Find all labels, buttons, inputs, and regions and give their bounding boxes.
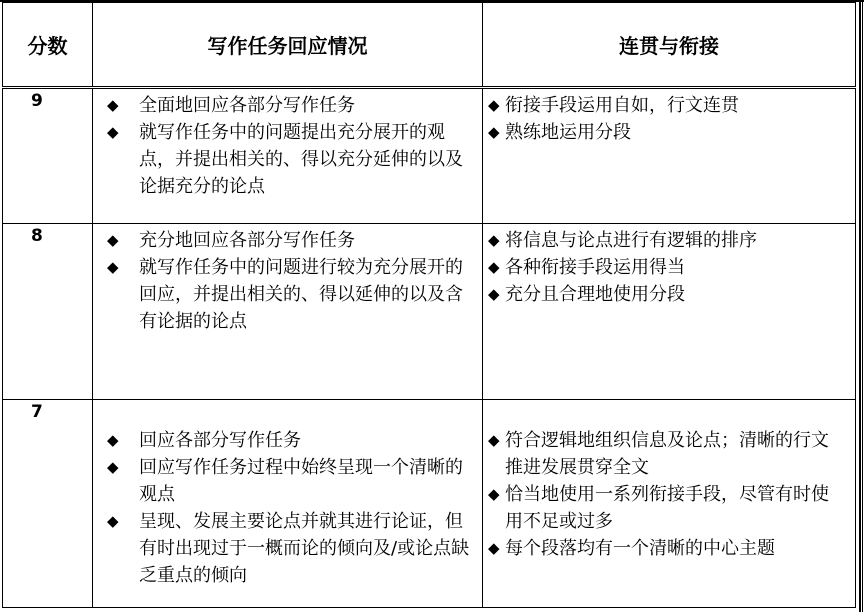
diamond-bullet-icon: ◆ xyxy=(488,285,500,303)
task-response-cell xyxy=(93,400,483,608)
criterion-text: 每个段落均有一个清晰的中心主题 xyxy=(505,538,775,559)
coherence-cell xyxy=(483,400,856,608)
band-score: 8 xyxy=(3,224,93,400)
diamond-bullet-icon: ◆ xyxy=(107,512,119,530)
criterion-text: 将信息与论点进行有逻辑的排序 xyxy=(505,230,757,251)
criterion-text: 衔接手段运用自如，行文连贯 xyxy=(505,95,739,116)
header-task-response: 写作任务回应情况 xyxy=(93,3,483,88)
band-score: 9 xyxy=(3,88,93,224)
criterion-item xyxy=(107,454,474,508)
criterion-item xyxy=(488,281,843,308)
coherence-cell xyxy=(483,88,856,224)
criterion-item xyxy=(488,481,843,535)
criterion-item xyxy=(107,508,474,589)
criterion-text: 各种衔接手段运用得当 xyxy=(505,257,685,278)
diamond-bullet-icon: ◆ xyxy=(488,231,500,249)
scoring-rubric-table xyxy=(2,2,856,608)
criterion-text: 就写作任务中的问题提出充分展开的观点，并提出相关的、得以充分延伸的以及论据充分的论点 xyxy=(139,122,463,197)
diamond-bullet-icon: ◆ xyxy=(107,431,119,449)
diamond-bullet-icon: ◆ xyxy=(488,485,500,503)
task-response-cell xyxy=(93,224,483,400)
criterion-text: 熟练地运用分段 xyxy=(505,122,631,143)
diamond-bullet-icon: ◆ xyxy=(488,258,500,276)
criterion-item xyxy=(107,119,474,200)
diamond-bullet-icon: ◆ xyxy=(488,431,500,449)
criterion-item xyxy=(107,92,474,119)
header-coherence-cohesion: 连贯与衔接 xyxy=(483,3,856,88)
criterion-text: 符合逻辑地组织信息及论点；清晰的行文推进发展贯穿全文 xyxy=(505,430,829,478)
right-border-edge xyxy=(862,0,863,612)
diamond-bullet-icon: ◆ xyxy=(488,539,500,557)
criterion-item xyxy=(107,227,474,254)
criterion-text: 回应写作任务过程中始终呈现一个清晰的观点 xyxy=(139,457,463,505)
criterion-text: 充分地回应各部分写作任务 xyxy=(139,230,355,251)
criterion-text: 全面地回应各部分写作任务 xyxy=(139,95,355,116)
diamond-bullet-icon: ◆ xyxy=(488,123,500,141)
coherence-cell xyxy=(483,224,856,400)
criterion-item xyxy=(488,227,843,254)
header-score: 分数 xyxy=(3,3,93,88)
criterion-item xyxy=(488,254,843,281)
band-row-7 xyxy=(3,400,856,608)
criterion-text: 就写作任务中的问题进行较为充分展开的回应，并提出相关的、得以延伸的以及含有论据的论点 xyxy=(139,257,463,332)
criterion-item xyxy=(488,119,843,146)
right-border xyxy=(859,0,861,612)
diamond-bullet-icon: ◆ xyxy=(488,96,500,114)
criterion-item xyxy=(488,92,843,119)
diamond-bullet-icon: ◆ xyxy=(107,231,119,249)
diamond-bullet-icon: ◆ xyxy=(107,123,119,141)
criterion-text: 回应各部分写作任务 xyxy=(139,430,301,451)
diamond-bullet-icon: ◆ xyxy=(107,458,119,476)
criterion-text: 充分且合理地使用分段 xyxy=(505,284,685,305)
task-response-cell xyxy=(93,88,483,224)
diamond-bullet-icon: ◆ xyxy=(107,96,119,114)
criterion-item xyxy=(107,254,474,335)
criterion-item xyxy=(488,427,843,481)
criterion-text: 呈现、发展主要论点并就其进行论证，但有时出现过于一概而论的倾向及/或论点缺乏重点的倾向 xyxy=(139,511,470,586)
header-row xyxy=(3,3,856,88)
criterion-item xyxy=(107,427,474,454)
band-row-8 xyxy=(3,224,856,400)
band-row-9 xyxy=(3,88,856,224)
criterion-item xyxy=(488,535,843,562)
band-score: 7 xyxy=(3,400,93,608)
diamond-bullet-icon: ◆ xyxy=(107,258,119,276)
criterion-text: 恰当地使用一系列衔接手段，尽管有时使用不足或过多 xyxy=(505,484,829,532)
